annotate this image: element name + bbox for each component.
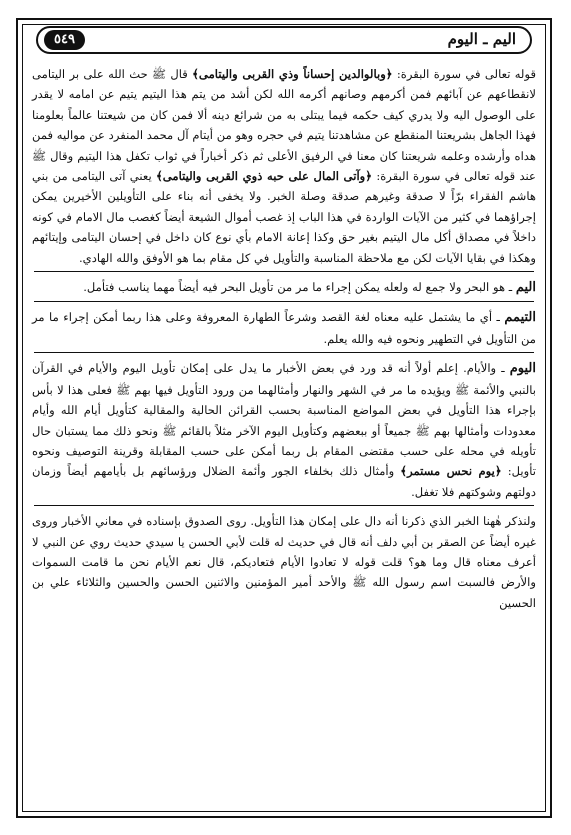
page-header (36, 26, 532, 54)
page-body (32, 64, 536, 613)
body-text: ـ هو البحر ولا جمع له ولعله يمكن إجراء ما مر من تأويل البحر فيه أيضاً مهما يناسب فتأمل. (83, 280, 516, 295)
page-frame (16, 18, 552, 818)
entry-al-yawm (32, 358, 536, 502)
entry-al-yamm (32, 277, 536, 298)
paragraph-hadith (32, 511, 536, 613)
quran-quote: ﴿وبالوالدين إحساناً وذي القربى واليتامى﴾ (192, 67, 393, 81)
body-text: ولنذكر هٰهنا الخبر الذي ذكرنا أنه دال على إمكان هذا التأويل. روى الصدوق بإسناده في معاني الأخبار وروى غيره أيضاً عن الصقر بن أبي دلف أنه قال في حديث له قلت لأبي الحسن يا سيدي حديث روي عن النبي لا أعرف معناه قال وما هو؟ قلت قوله لا تعادوا الأيام فتعاديكم، قال نعم الأيام نحن ما قامت السموات والأرض فالسبت اسم رسول الله ﷺ والأحد أمير المؤمنين والاثنين الحسن والحسين والثلاثاء علي بن الحسين (32, 514, 536, 610)
paragraph-orphans (32, 64, 536, 268)
body-text: ـ أي ما يشتمل عليه معناه لغة القصد وشرعاً الطهارة المعروفة وعلى هذا ربما أمكن إجراء ما مر من التأويل في التطهير ونحوه فيه والله يعلم. (32, 310, 536, 346)
entry-term: اليوم (509, 361, 536, 377)
entry-term: التيمم (504, 310, 536, 326)
quran-quote: ﴿يوم نحس مستمر﴾ (400, 464, 502, 479)
body-text: وأمثال ذلك بخلفاء الجور وأئمة الضلال ورؤسائهم بل بأيامهم أيضاً وزمان دولتهم وشوكتهم فلا تغفل. (32, 464, 536, 499)
header-title: اليم ـ اليوم (447, 30, 516, 48)
section-divider (34, 271, 534, 272)
entry-term: اليم (515, 280, 536, 296)
page-number: ٥٤٩ (44, 30, 85, 50)
entry-al-tayammum (32, 307, 536, 349)
body-text: ـ والأيام. إعلم أولاً أنه قد ورد في بعض الأخبار ما يدل على إمكان تأويل اليوم والأيام في القرآن بالنبي والأئمة ﷺ ويؤيده ما مر في الشهر والنهار وأمثالهما من ورود التأويل فيها بهم ﷺ فعلى هذا لا بأس بإجراء هذا التأويل في بعض المواضع المناسبة بحسب القرائن الحالية والمقالية كتأويل أيام الله وأيام معدودات وأمثالها بهم ﷺ جميعاً أو ببعضهم وكتأويل اليوم الآخر مثلاً بالقائم ﷺ ونحو ذلك مما يستبان حال تأويله في محله على حسب مقتضى المقام بل ربما أمكن على حسب المقابلة وقرينة التوصيف ونحوه تأويل: (32, 361, 536, 479)
section-divider (34, 505, 534, 506)
body-text: قال ﷺ حث الله على بر اليتامى لانقطاعهم عن آبائهم فمن أكرمهم وصانهم أكرمه الله لكن أشد من يتم هذا اليتيم يتيم عن امامه لا يقدر على الوصول اليه ولا يدري كيف حكمه فيما يبتلى به من شرائع دينه ألا فمن كان من شيعتنا عالماً بعلومنا فهذا الجاهل بشريعتنا المنقطع عن مشاهدتنا يتيم في حجره وهو من أيتام آل محمد المنفرد عن مواليه فمن هداه وأرشده وعلمه شريعتنا كان معنا في الرفيق الأعلى ثم ذكر أخباراً في ثواب تكفل هذا اليتيم وقال ﷺ عند قوله تعالى في سورة البقرة: (32, 67, 536, 184)
body-text: يعني آتى اليتامى من بني هاشم الفقراء برّاً لا صدقة وغيرهم صدقة وصلة الخبر. ولا يخفى أنه بناء على التأويلين الأخيرين يمكن إجراؤهما في كثير من الآيات الواردة في هذا الباب إذ غصب أموال الشيعة أيضاً كغصب مال الامام في كونه داخلاً في مصداق أكل مال اليتيم بغير حق وكذا إعانة الامام بأي نوع كان داخل في إحسان اليتامى وإيتائهم وهكذا في بقايا الآيات لكن مع ملاحظة المناسبة والتأويل في كل مقام بما هو الأوفق والله الهادي. (32, 169, 536, 265)
body-text: قوله تعالى في سورة البقرة: (392, 67, 536, 81)
section-divider (34, 352, 534, 353)
quran-quote: ﴿وآتى المال على حبه ذوي القربى واليتامى﴾ (155, 169, 373, 184)
section-divider (34, 301, 534, 302)
